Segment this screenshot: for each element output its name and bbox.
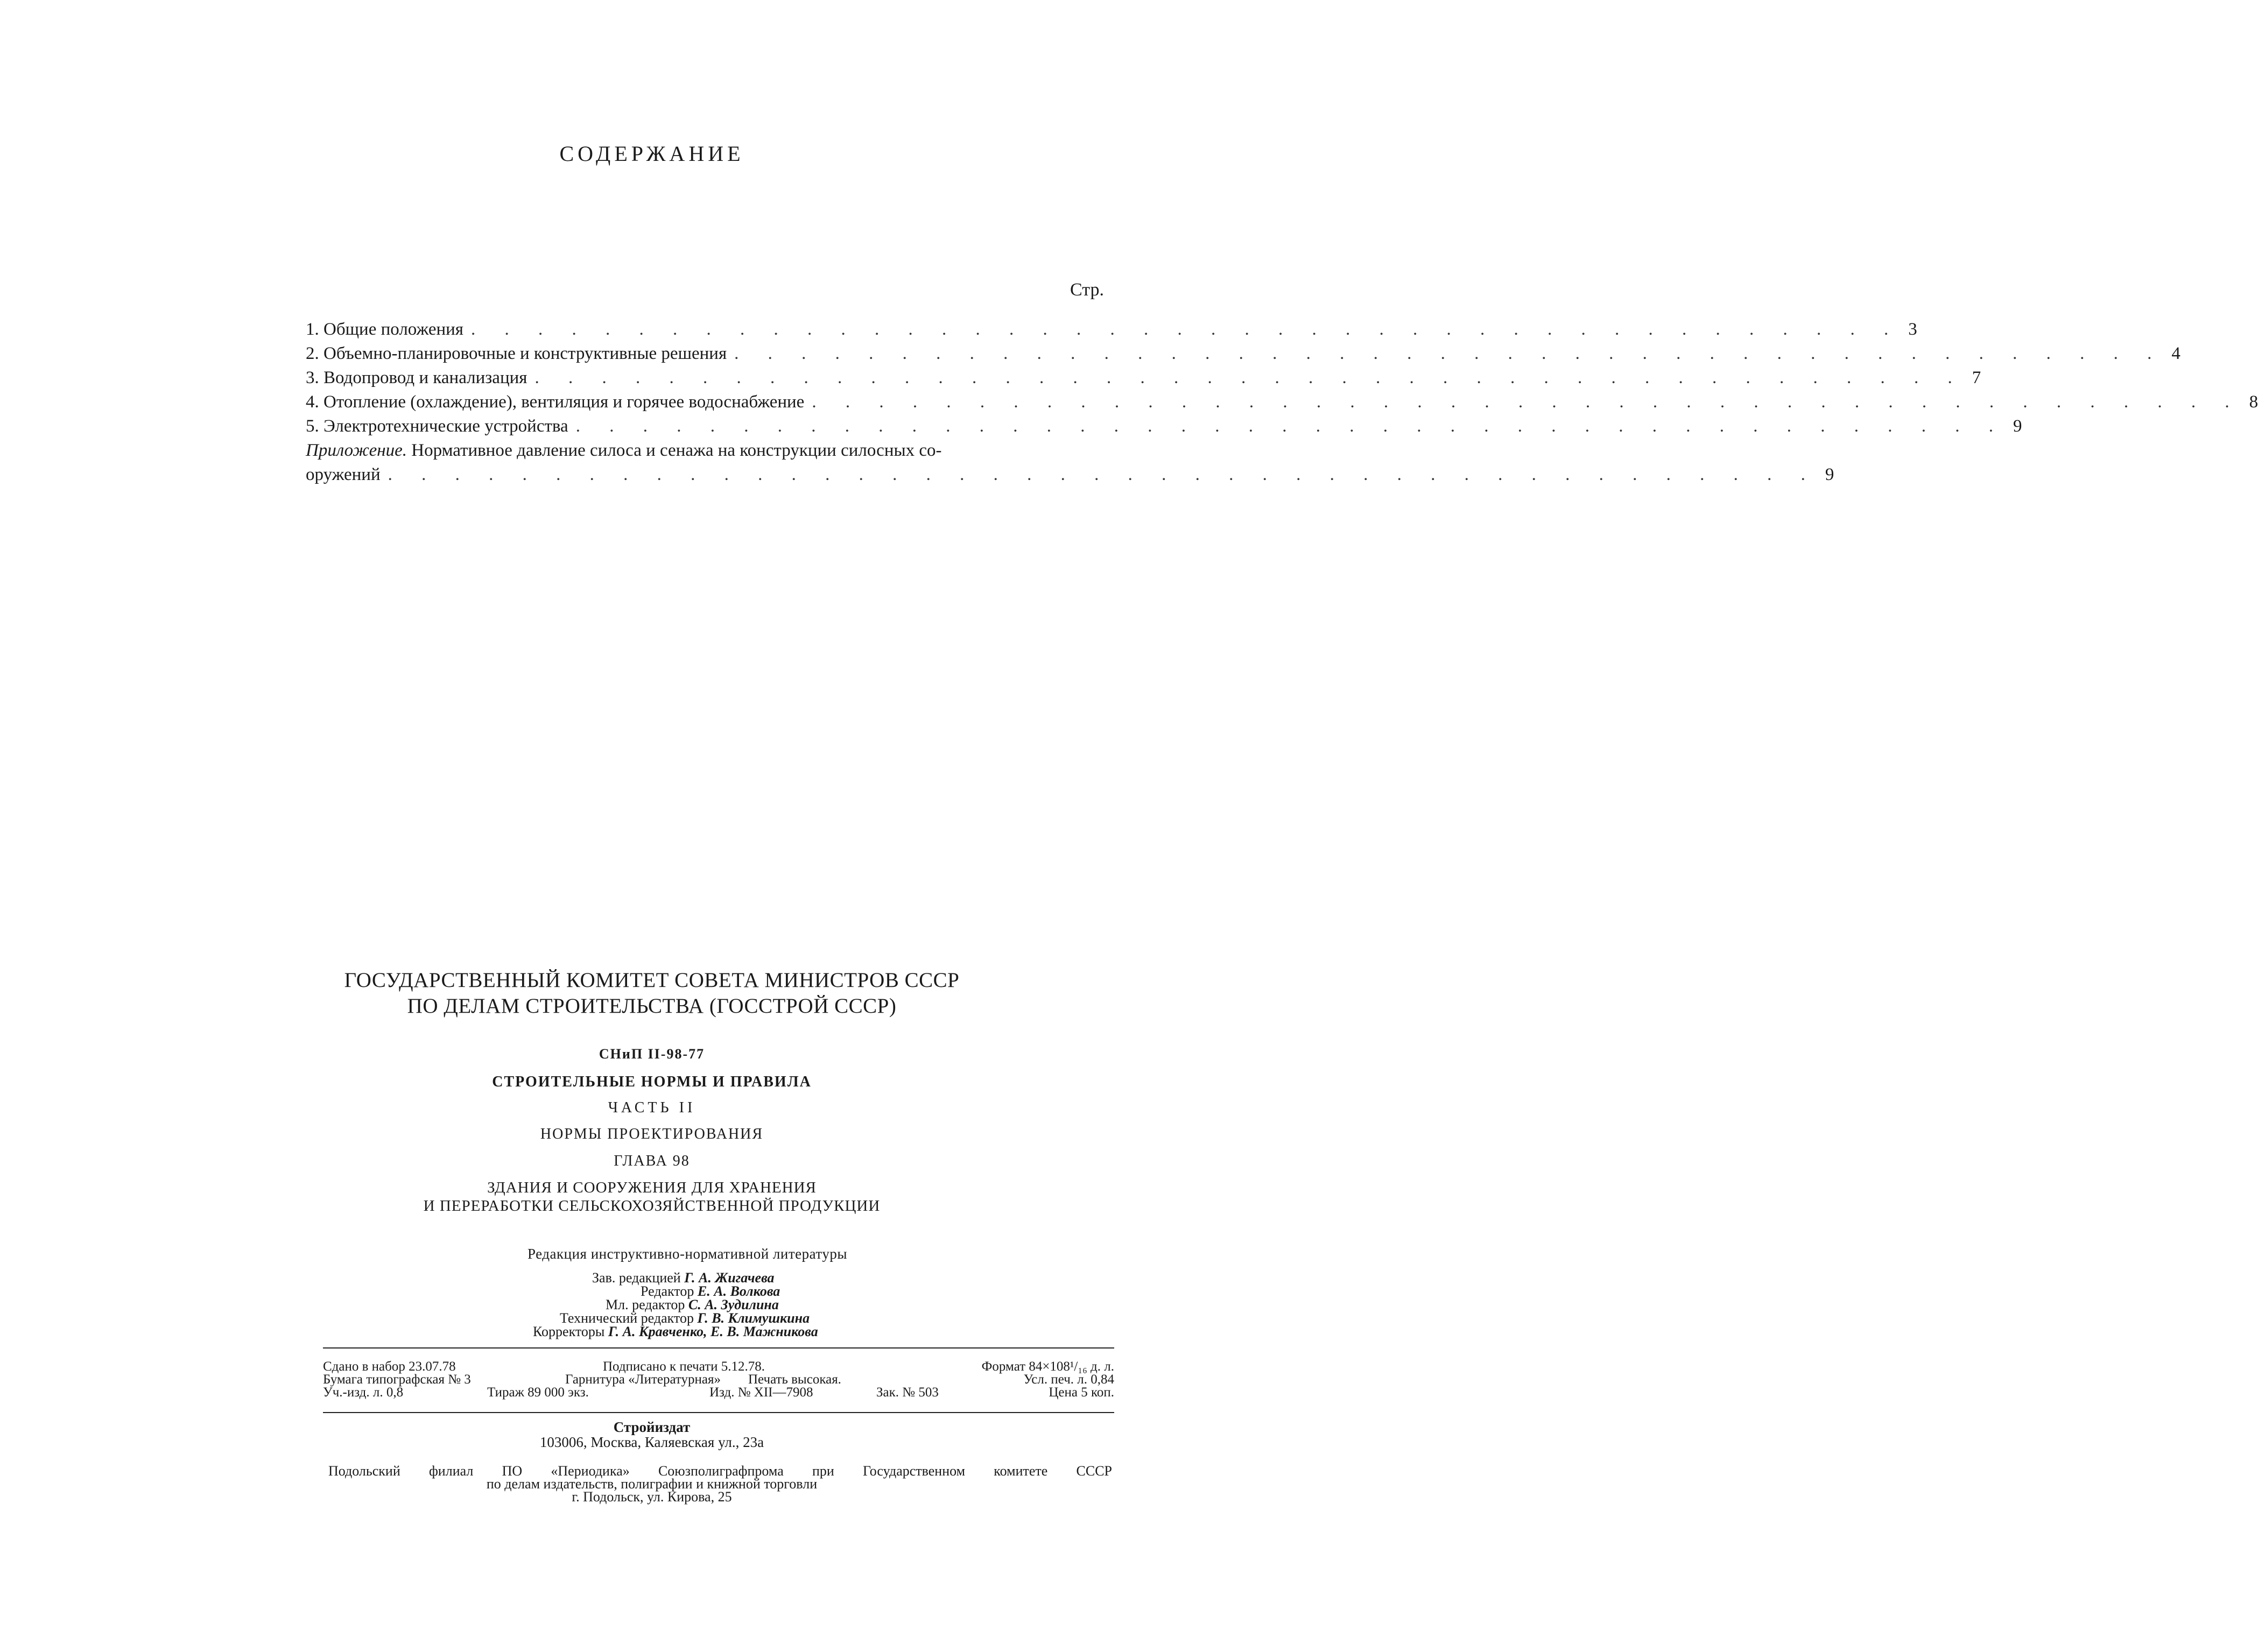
appendix-page: 9 bbox=[1825, 465, 1834, 484]
publisher-address: 103006, Москва, Каляевская ул., 23а bbox=[539, 1434, 764, 1450]
price: Цена 5 коп. bbox=[1049, 1385, 1114, 1400]
toc-title: СОДЕРЖАНИЕ bbox=[559, 142, 744, 166]
publication-number: Изд. № XII—7908 bbox=[709, 1385, 813, 1400]
publishing-sheets: Уч.-изд. л. 0,8 bbox=[323, 1385, 404, 1400]
toc-entry[interactable] bbox=[306, 414, 2022, 439]
staff-line bbox=[560, 1311, 810, 1325]
document-part: ЧАСТЬ II bbox=[608, 1099, 696, 1116]
leader-dots: . . . . . . . . . . . . . . . . . . . . . . . . . . . . . . . . . . . . . . . . . . . bbox=[534, 368, 1965, 387]
signed-date: Подписано к печати 5.12.78. bbox=[603, 1359, 765, 1374]
staff-line bbox=[641, 1284, 780, 1298]
toc-entry[interactable] bbox=[306, 317, 1917, 342]
publisher-name: Стройиздат bbox=[613, 1419, 691, 1435]
leader-dots: . . . . . . . . . . . . . . . . . . . . . . . . . . . . . . . . . . . . . . . . . . . bbox=[575, 416, 2006, 436]
printer-line3: г. Подольск, ул. Кирова, 25 bbox=[572, 1489, 732, 1505]
document-section: НОРМЫ ПРОЕКТИРОВАНИЯ bbox=[540, 1126, 764, 1142]
editorial-office: Редакция инструктивно-нормативной литературы bbox=[527, 1246, 847, 1262]
org-name-line2: ПО ДЕЛАМ СТРОИТЕЛЬСТВА (ГОССТРОЙ СССР) bbox=[407, 994, 897, 1018]
paper-type: Бумага типографская № 3 bbox=[323, 1372, 471, 1387]
leader-dots: . . . . . . . . . . . . . . . . . . . . . . . . . . . . . . . . . . . . . . . . . . . bbox=[812, 392, 2242, 412]
divider-top bbox=[323, 1347, 1114, 1349]
staff-role: Мл. редактор bbox=[606, 1297, 685, 1312]
printer-line2: по делам издательств, полиграфии и книжной торговли bbox=[486, 1476, 818, 1492]
toc-entry-page: 3 bbox=[1908, 320, 1917, 339]
toc-list bbox=[306, 317, 2258, 487]
typeset-date: Сдано в набор 23.07.78 bbox=[323, 1359, 456, 1374]
staff-line bbox=[533, 1325, 818, 1338]
staff-name: С. А. Зудилина bbox=[688, 1297, 779, 1312]
staff-role: Зав. редакцией bbox=[592, 1270, 681, 1286]
toc-entry-appendix[interactable] bbox=[306, 439, 1834, 487]
publication-details bbox=[323, 1360, 1114, 1399]
leader-dots: . . . . . . . . . . . . . . . . . . . . . . . . . . . . . . . . . . . . . . . . . . . bbox=[470, 320, 1901, 339]
print-sheets: Усл. печ. л. 0,84 bbox=[1023, 1372, 1114, 1387]
toc-entry-page: 4 bbox=[2171, 344, 2180, 363]
document-code: СНиП II-98-77 bbox=[599, 1046, 705, 1062]
staff-line bbox=[606, 1298, 779, 1311]
staff-role: Корректоры bbox=[533, 1324, 605, 1339]
toc-entry-title: 3. Водопровод и канализация bbox=[306, 368, 527, 387]
printing-method: Печать высокая. bbox=[748, 1372, 841, 1387]
staff-name: Е. А. Волкова bbox=[697, 1283, 780, 1299]
org-name-line1: ГОСУДАРСТВЕННЫЙ КОМИТЕТ СОВЕТА МИНИСТРОВ СССР bbox=[344, 969, 960, 992]
document-subject-line2: И ПЕРЕРАБОТКИ СЕЛЬСКОХОЗЯЙСТВЕННОЙ ПРОДУКЦИИ bbox=[423, 1197, 881, 1215]
staff-line bbox=[592, 1271, 775, 1284]
circulation: Тираж 89 000 экз. bbox=[487, 1385, 589, 1400]
toc-entry[interactable] bbox=[306, 342, 2180, 366]
order-number: Зак. № 503 bbox=[876, 1385, 939, 1400]
staff-role: Технический редактор bbox=[560, 1310, 694, 1326]
toc-entry-title: 5. Электротехнические устройства bbox=[306, 416, 568, 436]
staff-name: Г. В. Климушкина bbox=[697, 1310, 810, 1326]
paper-format: Формат 84×108¹/₁₆ д. л. bbox=[981, 1359, 1114, 1374]
appendix-title-line1: Нормативное давление силоса и сенажа на конструкции силосных со- bbox=[411, 441, 942, 460]
document-type: СТРОИТЕЛЬНЫЕ НОРМЫ И ПРАВИЛА bbox=[492, 1074, 812, 1090]
toc-entry-title: 2. Объемно-планировочные и конструктивные решения bbox=[306, 344, 727, 363]
document-subject-line1: ЗДАНИЯ И СООРУЖЕНИЯ ДЛЯ ХРАНЕНИЯ bbox=[487, 1179, 817, 1196]
toc-entry-page: 9 bbox=[2013, 416, 2022, 436]
leader-dots: . . . . . . . . . . . . . . . . . . . . . . . . . . . . . . . . . . . . . . . . . . . bbox=[388, 465, 1818, 484]
appendix-title-line2: оружений bbox=[306, 465, 381, 484]
toc-entry[interactable] bbox=[306, 390, 2258, 414]
toc-entry-title: 4. Отопление (охлаждение), вентиляция и горячее водоснабжение bbox=[306, 392, 805, 412]
leader-dots: . . . . . . . . . . . . . . . . . . . . . . . . . . . . . . . . . . . . . . . . . . . bbox=[734, 344, 2164, 363]
document-chapter: ГЛАВА 98 bbox=[614, 1153, 690, 1169]
page-column-label: Стр. bbox=[1070, 280, 1105, 300]
staff-role: Редактор bbox=[641, 1283, 694, 1299]
toc-entry-page: 8 bbox=[2249, 392, 2258, 412]
toc-entry-title: 1. Общие положения bbox=[306, 320, 463, 339]
printer-line1: Подольский филиал ПО «Периодика» Союзполиграфпрома при Государственном комитете СССР bbox=[328, 1463, 1112, 1479]
staff-name: Г. А. Кравченко, Е. В. Мажникова bbox=[608, 1324, 818, 1339]
toc-entry-page: 7 bbox=[1972, 368, 1981, 387]
toc-entry[interactable] bbox=[306, 366, 1981, 390]
appendix-label: Приложение. bbox=[306, 441, 407, 460]
divider-bottom bbox=[323, 1412, 1114, 1413]
typeface: Гарнитура «Литературная» bbox=[565, 1372, 721, 1387]
staff-name: Г. А. Жигачева bbox=[684, 1270, 775, 1286]
